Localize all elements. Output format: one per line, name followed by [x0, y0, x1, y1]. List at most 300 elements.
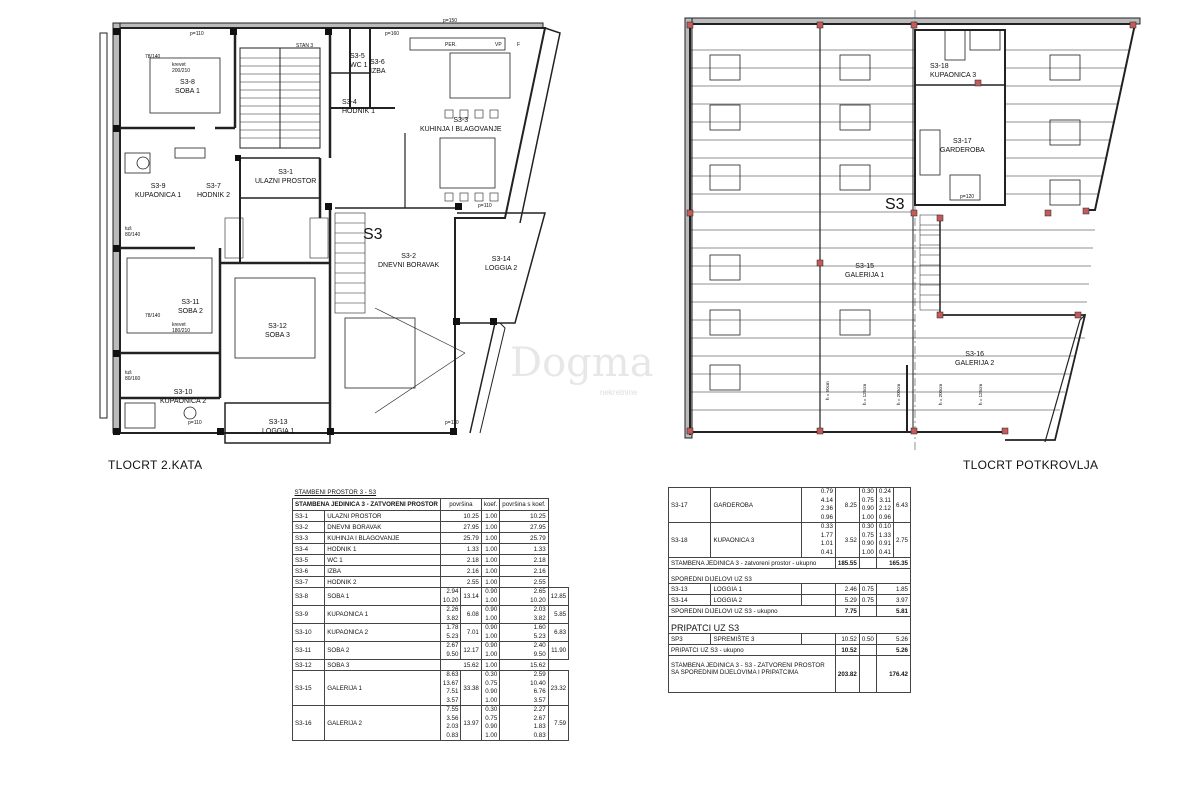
table-cell: 27.95 [440, 522, 481, 533]
stack-value: 13.67 [442, 679, 459, 687]
table-row [293, 511, 569, 522]
table-cell-stack [500, 588, 548, 606]
table-cell: 176.42 [876, 656, 910, 693]
watermark-sub: nekretnine [600, 388, 638, 397]
stack-value: 2.27 [533, 706, 546, 713]
table-cell: 1.00 [481, 555, 499, 566]
stack-value: 0.91 [878, 540, 891, 547]
table-cell: 1.00 [481, 533, 499, 544]
table-cell-stack [481, 706, 499, 741]
table-row [293, 522, 569, 533]
stack-value: 9.50 [446, 650, 459, 658]
room-code: S3-17 [953, 138, 972, 145]
table-cell: HODNIK 1 [325, 544, 441, 555]
table-cell: PRIPATCI UZ S3 - ukupno [669, 645, 836, 656]
table-row [293, 566, 569, 577]
table-cell: 25.79 [440, 533, 481, 544]
table-cell: 3.97 [876, 595, 910, 606]
room-code: S3-11 [181, 299, 200, 306]
table-cell-stack [876, 523, 893, 558]
table-row [293, 544, 569, 555]
note-p: p=110 [190, 31, 204, 37]
table-cell-stack [481, 671, 499, 706]
note-p: p=110 [478, 203, 492, 209]
table-cell: 5.29 [835, 595, 859, 606]
table-cell: S3-3 [293, 533, 325, 544]
table-row [669, 523, 911, 558]
stack-value: 1.00 [861, 513, 874, 521]
table-cell: 3.52 [835, 523, 859, 558]
stack-value: 0.83 [446, 731, 459, 739]
table-cell: 2.55 [500, 577, 548, 588]
room-code: S3-9 [150, 183, 166, 190]
table-cell: 5.26 [876, 645, 910, 656]
room-name: ULAZNI PROSTOR [255, 178, 317, 185]
table-cell: SPOREDNI DIJELOVI UZ S3 [669, 569, 911, 584]
room-code: S3-7 [206, 183, 221, 190]
table-row [293, 642, 569, 660]
note-kitchen: F [517, 42, 521, 48]
table-cell: KUPAONICA 3 [711, 523, 802, 558]
stack-value: 0.90 [861, 505, 874, 512]
stack-value: 3.11 [879, 496, 891, 504]
stack-value: 1.00 [485, 731, 498, 739]
room-name: IZBA [370, 68, 386, 75]
stack-value: 0.75 [485, 714, 498, 722]
stack-value: 0.90 [485, 723, 498, 730]
table-cell: 165.35 [876, 558, 910, 569]
header-cell: površina [440, 499, 481, 511]
room-name: KUPAONICA 2 [160, 398, 207, 405]
table-cell: ULAZNI PROSTOR [325, 511, 441, 522]
unit-label: S3 [363, 226, 383, 243]
stack-value: 2.12 [878, 505, 891, 512]
header-cell: STAMBENA JEDINICA 3 - ZATVORENI PROSTOR [293, 499, 441, 511]
stack-value: 2.40 [533, 642, 546, 649]
table-cell: 2.55 [440, 577, 481, 588]
stack-value: 10.40 [530, 679, 546, 687]
table-row [293, 577, 569, 588]
table-cell: 6.83 [548, 624, 568, 642]
table-row [669, 617, 911, 634]
table-cell-stack [500, 706, 548, 741]
room-name: GALERIJA 1 [845, 272, 885, 279]
note-stan: STAN 3 [296, 43, 314, 49]
stack-value: 2.67 [533, 714, 546, 722]
empty-cell [859, 606, 876, 617]
room-code: S3-16 [965, 351, 984, 358]
table-cell: 12.17 [461, 642, 481, 660]
note-krevet: krevet 200/210 [172, 62, 191, 74]
table-row [669, 569, 911, 584]
table-cell: 1.33 [440, 544, 481, 555]
stack-value: 1.78 [446, 624, 459, 631]
stack-value: 2.36 [820, 505, 833, 512]
stack-value: 5.23 [446, 632, 459, 640]
table-cell: 1.85 [876, 584, 910, 595]
stack-value: 0.90 [485, 588, 498, 595]
table-cell: 0.50 [859, 634, 876, 645]
room-name: HODNIK 2 [197, 192, 231, 199]
table-cell-stack [802, 523, 836, 558]
table-cell: KUPAONICA 2 [325, 624, 441, 642]
stack-value: 0.75 [861, 496, 874, 504]
plan-title-left: TLOCRT 2.KATA [108, 458, 203, 472]
table-cell: GALERIJA 2 [325, 706, 441, 741]
table-cell: S3-18 [669, 523, 711, 558]
table-cell: 2.16 [440, 566, 481, 577]
stack-value: 1.01 [820, 540, 833, 547]
area-table-left [292, 487, 569, 741]
table-cell: 2.46 [835, 584, 859, 595]
note-h: h = 200cm [938, 383, 943, 405]
stack-value: 3.57 [533, 696, 546, 704]
stack-value: 0.79 [820, 488, 833, 495]
stack-value: 3.82 [446, 614, 459, 622]
area-table-right [668, 487, 911, 693]
table-cell: 13.14 [461, 588, 481, 606]
stack-value: 1.60 [533, 624, 546, 631]
stack-value: 0.30 [861, 523, 874, 530]
table-cell: LOGGIA 1 [711, 584, 802, 595]
room-name: GALERIJA 2 [955, 360, 995, 367]
table-cell: STAMBENA JEDINICA 3 - S3 - ZATVORENI PROSTOR SA SPOREDNIM DIJELOVIMA I PRIPATCIMA [669, 656, 836, 693]
table-cell: SOBA 3 [325, 660, 441, 671]
table-cell: 2.75 [893, 523, 910, 558]
stack-value: 2.59 [533, 671, 546, 678]
note-h: h = 200cm [896, 383, 901, 405]
table-cell: S3-15 [293, 671, 325, 706]
stack-value: 1.00 [485, 650, 498, 658]
table-cell: 1.00 [481, 566, 499, 577]
table-cell: 6.43 [893, 488, 910, 523]
stack-value: 0.41 [820, 548, 833, 556]
table-cell: 2.18 [500, 555, 548, 566]
table-cell-stack [440, 706, 460, 741]
stack-value: 6.76 [533, 688, 546, 695]
table-cell-stack [440, 642, 460, 660]
table-cell: 1.00 [481, 660, 499, 671]
table-cell: KUPAONICA 1 [325, 606, 441, 624]
room-name: SOBA 3 [265, 332, 290, 339]
table-row-total [669, 645, 911, 656]
room-name: SOBA 2 [178, 308, 203, 315]
note-kitchen: VP [495, 42, 502, 48]
table-row [669, 595, 911, 606]
table-cell: 15.62 [500, 660, 548, 671]
stack-value: 0.75 [861, 531, 874, 539]
table-cell: 1.33 [500, 544, 548, 555]
table-cell: 25.79 [500, 533, 548, 544]
table-cell: S3-17 [669, 488, 711, 523]
table-cell: 5.85 [548, 606, 568, 624]
table-cell: S3-8 [293, 588, 325, 606]
table-cell-stack [440, 671, 460, 706]
table-cell-stack [440, 588, 460, 606]
table-cell: 1.00 [481, 511, 499, 522]
table-cell: SOBA 2 [325, 642, 441, 660]
room-name: KUHINJA I BLAGOVANJE [420, 126, 502, 133]
table-cell: STAMBENA JEDINICA 3 - zatvoreni prostor - ukupno [669, 558, 836, 569]
room-name: KUPAONICA 1 [135, 192, 182, 199]
header-cell: koef. [481, 499, 499, 511]
stack-value: 1.00 [861, 548, 874, 556]
table-row [669, 584, 911, 595]
stack-value: 5.23 [533, 632, 546, 640]
room-name: DNEVNI BORAVAK [378, 262, 440, 269]
stack-value: 0.75 [485, 679, 498, 687]
room-code: S3-1 [278, 169, 294, 176]
note-tus: tuš 80/160 [125, 370, 141, 382]
table-cell: 33.38 [461, 671, 481, 706]
table-cell: 12.85 [548, 588, 568, 606]
stack-value: 1.00 [485, 614, 498, 622]
stack-value: 8.63 [446, 671, 459, 678]
table-cell-stack [876, 488, 893, 523]
table-cell: S3-4 [293, 544, 325, 555]
table-cell: 7.01 [461, 624, 481, 642]
table-cell: 0.75 [859, 595, 876, 606]
stack-value: 3.57 [446, 696, 459, 704]
empty-cell [802, 634, 836, 645]
table-cell: 10.25 [440, 511, 481, 522]
table-cell: WC 1 [325, 555, 441, 566]
stack-value: 0.96 [878, 513, 891, 521]
stack-value: 0.33 [820, 523, 833, 530]
stack-value: 0.30 [861, 488, 874, 495]
note-krevet: krevet 180/210 [172, 322, 191, 334]
stack-value: 0.90 [485, 606, 498, 613]
room-code: S3-4 [342, 99, 357, 106]
stack-value: 1.00 [485, 696, 498, 704]
table-cell: 2.18 [440, 555, 481, 566]
table-cell-stack [500, 624, 548, 642]
table-cell: 6.08 [461, 606, 481, 624]
table-cell: S3-13 [669, 584, 711, 595]
table-cell: 15.62 [440, 660, 481, 671]
table-cell: DNEVNI BORAVAK [325, 522, 441, 533]
table-cell: 11.90 [548, 642, 568, 660]
table-cell-stack [481, 588, 499, 606]
table-cell: 10.25 [500, 511, 548, 522]
note-ormar: 78/140 [145, 313, 161, 319]
room-code: S3-14 [491, 256, 511, 263]
table-cell: 7.75 [835, 606, 859, 617]
table-row [293, 706, 569, 741]
table-cell: 1.00 [481, 544, 499, 555]
table-cell-stack [440, 606, 460, 624]
table-cell-stack [802, 488, 836, 523]
table-cell: LOGGIA 2 [711, 595, 802, 606]
table-cell: 10.52 [835, 645, 859, 656]
table-row-total [669, 558, 911, 569]
room-code: S3-10 [173, 389, 193, 396]
empty-cell [859, 656, 876, 693]
table-cell: 7.59 [548, 706, 568, 741]
note-p: p=120 [960, 194, 975, 200]
note-h: h = 50cm [825, 381, 830, 400]
table-cell-stack [859, 488, 876, 523]
table-cell: S3-16 [293, 706, 325, 741]
watermark-logo: Dogma [510, 340, 654, 386]
table-cell: 5.81 [876, 606, 910, 617]
stack-value: 1.83 [533, 723, 546, 730]
stack-value: 0.90 [485, 624, 498, 631]
header-cell: površina s koef. [500, 499, 548, 511]
room-name: KUPAONICA 3 [930, 72, 977, 79]
table-cell: SP3 [669, 634, 711, 645]
stack-value: 0.96 [820, 513, 833, 521]
table-cell: S3-5 [293, 555, 325, 566]
table-cell: S3-11 [293, 642, 325, 660]
stack-value: 1.77 [820, 531, 833, 539]
table-cell: 2.16 [500, 566, 548, 577]
empty-cell [859, 645, 876, 656]
table-cell: S3-1 [293, 511, 325, 522]
stack-value: 0.24 [878, 488, 891, 495]
stack-value: 1.33 [878, 531, 891, 539]
table-cell: S3-14 [669, 595, 711, 606]
stack-value: 0.90 [861, 540, 874, 547]
table-cell: S3-12 [293, 660, 325, 671]
table-cell-stack [440, 624, 460, 642]
table-cell: SPREMIŠTE 3 [711, 634, 802, 645]
note-ormar: 78/140 [145, 54, 161, 60]
stack-value: 0.10 [878, 523, 891, 530]
room-code: S3-15 [855, 263, 874, 270]
table-cell: IZBA [325, 566, 441, 577]
table-cell: GARDEROBA [711, 488, 802, 523]
note-tus: tuš 80/140 [125, 226, 141, 238]
table-cell: S3-2 [293, 522, 325, 533]
stack-value: 7.55 [446, 706, 459, 713]
table-cell: 8.25 [835, 488, 859, 523]
table-row [293, 555, 569, 566]
stack-value: 10.20 [442, 596, 459, 604]
table-row [669, 634, 911, 645]
table-cell: PRIPATCI UZ S3 [669, 617, 911, 634]
table-row [293, 588, 569, 606]
table-cell: SPOREDNI DIJELOVI UZ S3 - ukupno [669, 606, 836, 617]
room-code: S3-3 [453, 117, 469, 124]
stack-value: 2.67 [446, 642, 459, 649]
stack-value: 2.65 [533, 588, 546, 595]
room-code: S3-12 [268, 323, 287, 330]
table-row-total [669, 606, 911, 617]
table-row [293, 671, 569, 706]
stack-value: 7.51 [446, 688, 459, 695]
stack-value: 0.41 [878, 548, 891, 556]
room-code: S3-18 [930, 63, 949, 70]
note-p: p=160 [385, 31, 400, 37]
stack-value: 0.90 [485, 642, 498, 649]
stack-value: 1.00 [485, 596, 498, 604]
note-kitchen: PER. [445, 42, 457, 48]
room-name: LOGGIA 2 [485, 265, 518, 272]
table-cell: KUHINJA I BLAGOVANJE [325, 533, 441, 544]
table-cell: 1.00 [481, 522, 499, 533]
room-name: WC 1 [350, 62, 368, 69]
stack-value: 1.00 [485, 632, 498, 640]
table-cell: 10.52 [835, 634, 859, 645]
room-code: S3-8 [180, 79, 195, 86]
table-cell: S3-7 [293, 577, 325, 588]
empty-cell [802, 584, 836, 595]
stack-value: 9.50 [533, 650, 546, 658]
room-code: S3-13 [268, 419, 288, 426]
table-cell: S3-6 [293, 566, 325, 577]
table-cell: 0.75 [859, 584, 876, 595]
table-row [293, 606, 569, 624]
table-cell: S3-10 [293, 624, 325, 642]
table-cell: 203.82 [835, 656, 859, 693]
note-h: h = 125cm [862, 383, 867, 405]
table-cell: HODNIK 2 [325, 577, 441, 588]
stack-value: 0.30 [485, 706, 498, 713]
table-row [293, 624, 569, 642]
table-cell: 1.00 [481, 577, 499, 588]
room-name: HODNIK 1 [342, 108, 376, 115]
empty-cell [859, 558, 876, 569]
table-cell: 13.97 [461, 706, 481, 741]
table-cell-stack [481, 606, 499, 624]
stack-value: 2.94 [446, 588, 459, 595]
table-cell: SOBA 1 [325, 588, 441, 606]
stack-value: 3.82 [533, 614, 546, 622]
note-p: p=110 [445, 420, 459, 426]
table-cell: 23.32 [548, 671, 568, 706]
plan-title-right: TLOCRT POTKROVLJA [963, 458, 1099, 472]
table-cell-stack [500, 606, 548, 624]
stack-value: 2.26 [446, 606, 459, 613]
stack-value: 0.83 [533, 731, 546, 739]
stack-value: 3.56 [446, 714, 459, 722]
table-cell: 185.55 [835, 558, 859, 569]
table-cell-stack [481, 624, 499, 642]
unit-label: S3 [885, 196, 905, 213]
table-cell-stack [859, 523, 876, 558]
table-caption: STAMBENI PROSTOR 3 - S3 [294, 489, 377, 496]
table-cell-stack [500, 642, 548, 660]
room-name: LOGGIA 1 [262, 428, 295, 435]
table-cell: S3-9 [293, 606, 325, 624]
stack-value: 10.20 [530, 596, 546, 604]
note-p: p=150 [443, 18, 458, 24]
table-cell: 27.95 [500, 522, 548, 533]
stack-value: 2.03 [533, 606, 546, 613]
table-cell-stack [500, 671, 548, 706]
room-name: GARDEROBA [940, 147, 985, 154]
table-cell: 5.26 [876, 634, 910, 645]
table-row-grand-total [669, 656, 911, 693]
empty-cell [802, 595, 836, 606]
note-h: h = 125cm [978, 383, 983, 405]
stack-value: 2.03 [446, 723, 459, 730]
table-row [293, 660, 569, 671]
stack-value: 0.30 [485, 671, 498, 678]
room-code: S3-6 [370, 59, 385, 66]
room-code: S3-2 [401, 253, 416, 260]
table-cell-stack [481, 642, 499, 660]
stack-value: 4.14 [820, 496, 833, 504]
room-name: SOBA 1 [175, 88, 200, 95]
stack-value: 0.90 [485, 688, 498, 695]
note-p: p=110 [188, 420, 202, 426]
table-cell: GALERIJA 1 [325, 671, 441, 706]
room-code: S3-5 [350, 53, 365, 60]
table-row [293, 533, 569, 544]
table-row [669, 488, 911, 523]
